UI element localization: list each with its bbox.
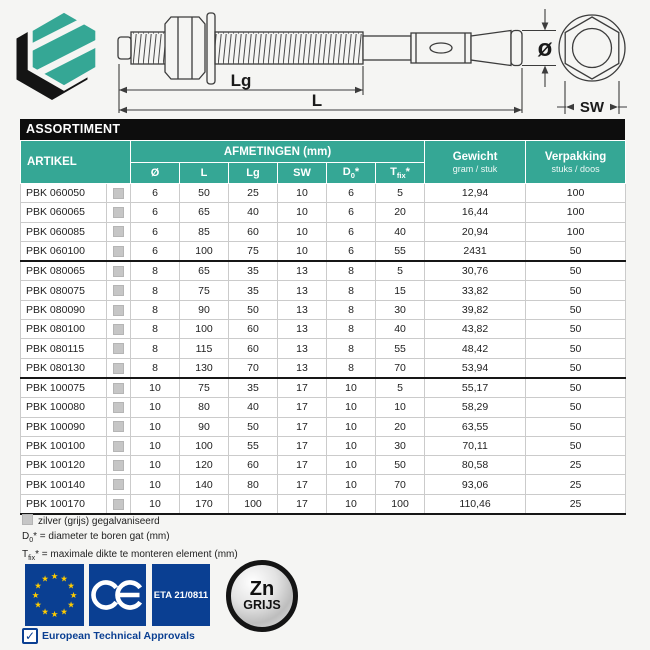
gewicht-cell: 33,82 xyxy=(425,281,526,300)
svg-text:★: ★ xyxy=(69,590,78,600)
sw-cell: 10 xyxy=(278,184,327,203)
eu-flag-badge xyxy=(25,564,84,626)
tfix-cell: 100 xyxy=(376,494,425,514)
galvanized-swatch xyxy=(113,266,124,277)
anchor-bolt-technical-drawing xyxy=(108,2,648,118)
sw-cell: 13 xyxy=(278,358,327,378)
verpakking-cell: 50 xyxy=(526,398,626,417)
galvanized-swatch xyxy=(113,226,124,237)
length-cell: 100 xyxy=(180,436,229,455)
tfix-cell: 5 xyxy=(376,261,425,281)
length-cell: 80 xyxy=(180,398,229,417)
thread-length-cell: 60 xyxy=(229,320,278,339)
artikel-cell: PBK 100080 xyxy=(21,398,107,417)
tfix-cell: 15 xyxy=(376,281,425,300)
diameter-cell: 8 xyxy=(131,300,180,319)
footnote-d0-symbol: D xyxy=(22,530,30,542)
diameter-cell: 8 xyxy=(131,261,180,281)
sw-cell: 17 xyxy=(278,398,327,417)
assortiment-rows xyxy=(21,184,626,515)
tfix-cell: 40 xyxy=(376,222,425,241)
nut-side-view xyxy=(165,17,205,79)
d0-cell: 10 xyxy=(327,398,376,417)
afmetingen-header: AFMETINGEN (mm) xyxy=(131,141,425,163)
thread-length-cell: 75 xyxy=(229,241,278,261)
eta-badge xyxy=(152,564,210,626)
galvanized-swatch-legend xyxy=(22,514,33,525)
artikel-cell: PBK 060100 xyxy=(21,241,107,261)
table-row xyxy=(21,184,626,203)
diameter-cell: 10 xyxy=(131,456,180,475)
d0-cell: 10 xyxy=(327,456,376,475)
d0-cell: 10 xyxy=(327,417,376,436)
gewicht-cell: 20,94 xyxy=(425,222,526,241)
length-cell: 65 xyxy=(180,261,229,281)
galvanized-swatch xyxy=(113,324,124,335)
gewicht-cell: 110,46 xyxy=(425,494,526,514)
grijs-label: GRIJS xyxy=(243,598,281,612)
artikel-cell: PBK 100075 xyxy=(21,378,107,398)
artikel-cell: PBK 080115 xyxy=(21,339,107,358)
gewicht-cell: 43,82 xyxy=(425,320,526,339)
sw-cell: 10 xyxy=(278,241,327,261)
label-l: L xyxy=(311,91,323,110)
bolt-tip xyxy=(118,37,131,59)
gewicht-label: Gewicht xyxy=(452,151,498,163)
verpakking-cell: 50 xyxy=(526,281,626,300)
cone-end xyxy=(471,31,511,66)
verpakking-label: Verpakking xyxy=(544,151,607,163)
galvanized-swatch-cell xyxy=(107,417,131,436)
table-row xyxy=(21,281,626,300)
verpakking-cell: 50 xyxy=(526,358,626,378)
sw-cell: 10 xyxy=(278,222,327,241)
length-cell: 90 xyxy=(180,417,229,436)
table-row xyxy=(21,475,626,494)
tfix-cell: 30 xyxy=(376,436,425,455)
diameter-cell: 10 xyxy=(131,417,180,436)
tfix-cell: 50 xyxy=(376,456,425,475)
sw-cell: 13 xyxy=(278,261,327,281)
table-row xyxy=(21,222,626,241)
gewicht-cell: 58,29 xyxy=(425,398,526,417)
svg-text:★: ★ xyxy=(67,599,75,610)
ce-mark-icon xyxy=(89,564,146,626)
table-row xyxy=(21,436,626,455)
tfix-cell: 30 xyxy=(376,300,425,319)
galvanized-swatch-cell xyxy=(107,261,131,281)
svg-text:★: ★ xyxy=(60,573,68,584)
verpakking-cell: 50 xyxy=(526,320,626,339)
diameter-cell: 8 xyxy=(131,339,180,358)
table-row xyxy=(21,203,626,222)
artikel-cell: PBK 100140 xyxy=(21,475,107,494)
verpakking-cell: 50 xyxy=(526,417,626,436)
sw-cell: 17 xyxy=(278,456,327,475)
svg-text:★: ★ xyxy=(60,606,68,617)
verpakking-cell: 100 xyxy=(526,184,626,203)
table-row xyxy=(21,300,626,319)
sw-cell: 17 xyxy=(278,417,327,436)
diameter-cell: 6 xyxy=(131,222,180,241)
footnote-d0-sub: 0 xyxy=(29,536,34,544)
hex-brand-logo xyxy=(8,4,108,104)
washer xyxy=(207,13,215,84)
dim-column-header: Ø xyxy=(131,163,180,184)
length-cell: 115 xyxy=(180,339,229,358)
artikel-cell: PBK 080130 xyxy=(21,358,107,378)
footnote-galvanized-text: zilver (grijs) gegalvaniseerd xyxy=(38,516,160,527)
d0-cell: 10 xyxy=(327,494,376,514)
table-row xyxy=(21,378,626,398)
dim-column-header: L xyxy=(180,163,229,184)
sw-cell: 17 xyxy=(278,378,327,398)
label-sw: SW xyxy=(579,99,605,116)
thread-length-cell: 40 xyxy=(229,203,278,222)
diameter-cell: 8 xyxy=(131,281,180,300)
sw-cell: 17 xyxy=(278,494,327,514)
galvanized-swatch-cell xyxy=(107,300,131,319)
sw-cell: 17 xyxy=(278,436,327,455)
d0-cell: 8 xyxy=(327,358,376,378)
d0-cell: 8 xyxy=(327,320,376,339)
d0-cell: 6 xyxy=(327,203,376,222)
thread-length-cell: 80 xyxy=(229,475,278,494)
galvanized-swatch xyxy=(113,479,124,490)
gewicht-header xyxy=(425,141,526,184)
artikel-header: ARTIKEL xyxy=(21,141,131,184)
tfix-cell: 5 xyxy=(376,378,425,398)
artikel-cell: PBK 080075 xyxy=(21,281,107,300)
verpakking-cell: 25 xyxy=(526,475,626,494)
artikel-cell: PBK 060050 xyxy=(21,184,107,203)
zn-label: Zn xyxy=(249,578,275,600)
galvanized-swatch xyxy=(113,363,124,374)
galvanized-swatch xyxy=(113,188,124,199)
expansion-clip xyxy=(411,33,471,63)
artikel-cell: PBK 060085 xyxy=(21,222,107,241)
verpakking-cell: 50 xyxy=(526,378,626,398)
verpakking-cell: 50 xyxy=(526,241,626,261)
verpakking-cell: 50 xyxy=(526,339,626,358)
table-row xyxy=(21,358,626,378)
svg-text:★: ★ xyxy=(31,590,40,600)
tfix-cell: 55 xyxy=(376,241,425,261)
table-row xyxy=(21,456,626,475)
diameter-cell: 10 xyxy=(131,378,180,398)
diameter-cell: 6 xyxy=(131,203,180,222)
artikel-cell: PBK 080090 xyxy=(21,300,107,319)
galvanized-swatch xyxy=(113,207,124,218)
footnote-tfix-sub: fix xyxy=(28,555,36,562)
eu-flag-icon xyxy=(25,564,84,626)
cone-cap xyxy=(511,31,522,66)
gewicht-cell: 12,94 xyxy=(425,184,526,203)
length-cell: 65 xyxy=(180,203,229,222)
verpakking-cell: 100 xyxy=(526,222,626,241)
tfix-cell: 10 xyxy=(376,398,425,417)
diameter-cell: 8 xyxy=(131,358,180,378)
artikel-cell: PBK 080100 xyxy=(21,320,107,339)
length-cell: 85 xyxy=(180,222,229,241)
sw-cell: 13 xyxy=(278,281,327,300)
thread-length-cell: 55 xyxy=(229,436,278,455)
d0-cell: 8 xyxy=(327,300,376,319)
d0-cell: 10 xyxy=(327,378,376,398)
verpakking-sublabel: stuks / doos xyxy=(551,164,600,174)
svg-text:★: ★ xyxy=(41,573,49,584)
table-title: ASSORTIMENT xyxy=(20,119,625,140)
gewicht-sublabel: gram / stuk xyxy=(452,164,498,174)
thread-length-cell: 50 xyxy=(229,300,278,319)
tfix-cell: 40 xyxy=(376,320,425,339)
galvanized-swatch-cell xyxy=(107,475,131,494)
gewicht-cell: 80,58 xyxy=(425,456,526,475)
assortiment-table xyxy=(20,140,626,515)
galvanized-swatch-cell xyxy=(107,398,131,417)
thread-length-cell: 50 xyxy=(229,417,278,436)
galvanized-swatch-cell xyxy=(107,281,131,300)
sw-cell: 10 xyxy=(278,203,327,222)
galvanized-swatch-cell xyxy=(107,184,131,203)
artikel-cell: PBK 080065 xyxy=(21,261,107,281)
galvanized-swatch-cell xyxy=(107,320,131,339)
artikel-cell: PBK 100100 xyxy=(21,436,107,455)
thread-length-cell: 35 xyxy=(229,261,278,281)
dim-column-header: $D_0*$ xyxy=(327,163,376,184)
length-cell: 120 xyxy=(180,456,229,475)
footnotes xyxy=(22,514,238,567)
galvanized-swatch xyxy=(113,343,124,354)
svg-text:★: ★ xyxy=(50,609,59,619)
galvanized-swatch-cell xyxy=(107,456,131,475)
verpakking-cell: 25 xyxy=(526,494,626,514)
galvanized-swatch-cell xyxy=(107,241,131,261)
galvanized-swatch-cell xyxy=(107,494,131,514)
diameter-cell: 10 xyxy=(131,436,180,455)
thread-length-cell: 100 xyxy=(229,494,278,514)
verpakking-cell: 50 xyxy=(526,300,626,319)
length-cell: 90 xyxy=(180,300,229,319)
galvanized-swatch-cell xyxy=(107,203,131,222)
table-row xyxy=(21,320,626,339)
length-cell: 170 xyxy=(180,494,229,514)
galvanized-swatch xyxy=(113,499,124,510)
diameter-cell: 10 xyxy=(131,494,180,514)
gewicht-cell: 70,11 xyxy=(425,436,526,455)
galvanized-swatch xyxy=(113,441,124,452)
thread-length-cell: 35 xyxy=(229,281,278,300)
tfix-cell: 70 xyxy=(376,475,425,494)
length-cell: 100 xyxy=(180,320,229,339)
d0-cell: 8 xyxy=(327,281,376,300)
zinc-grey-badge xyxy=(226,560,298,632)
sw-cell: 13 xyxy=(278,300,327,319)
svg-text:★: ★ xyxy=(34,599,42,610)
thread-length-cell: 60 xyxy=(229,339,278,358)
gewicht-cell: 93,06 xyxy=(425,475,526,494)
galvanized-swatch xyxy=(113,246,124,257)
length-cell: 75 xyxy=(180,378,229,398)
d0-cell: 6 xyxy=(327,184,376,203)
length-cell: 140 xyxy=(180,475,229,494)
label-lg: Lg xyxy=(230,71,252,90)
approvals-row xyxy=(22,628,195,644)
footnote-d0-text: * = diameter te boren gat (mm) xyxy=(33,530,170,542)
verpakking-cell: 50 xyxy=(526,436,626,455)
verpakking-cell: 50 xyxy=(526,261,626,281)
length-cell: 100 xyxy=(180,241,229,261)
svg-text:★: ★ xyxy=(34,580,42,591)
checkmark-icon: ✓ xyxy=(22,628,38,644)
galvanized-swatch xyxy=(113,421,124,432)
diameter-cell: 10 xyxy=(131,475,180,494)
bolt-end-view xyxy=(559,15,625,81)
sw-cell: 17 xyxy=(278,475,327,494)
svg-text:★: ★ xyxy=(41,606,49,617)
gewicht-cell: 48,42 xyxy=(425,339,526,358)
svg-text:★: ★ xyxy=(50,571,59,581)
dim-column-header: SW xyxy=(278,163,327,184)
diameter-cell: 8 xyxy=(131,320,180,339)
length-cell: 130 xyxy=(180,358,229,378)
thread-length-cell: 35 xyxy=(229,378,278,398)
footnote-tfix-symbol: T xyxy=(22,549,29,560)
galvanized-swatch xyxy=(113,402,124,413)
tfix-cell: 20 xyxy=(376,417,425,436)
length-cell: 75 xyxy=(180,281,229,300)
galvanized-swatch-cell xyxy=(107,358,131,378)
ce-mark-badge xyxy=(89,564,146,626)
table-row xyxy=(21,417,626,436)
verpakking-cell: 100 xyxy=(526,203,626,222)
verpakking-cell: 25 xyxy=(526,456,626,475)
artikel-cell: PBK 060065 xyxy=(21,203,107,222)
tfix-cell: 20 xyxy=(376,203,425,222)
gewicht-cell: 30,76 xyxy=(425,261,526,281)
footnote-tfix-text: * = maximale dikte te monteren element (mm) xyxy=(35,549,238,560)
d0-cell: 8 xyxy=(327,339,376,358)
gewicht-cell: 63,55 xyxy=(425,417,526,436)
gewicht-cell: 55,17 xyxy=(425,378,526,398)
diameter-cell: 6 xyxy=(131,184,180,203)
galvanized-swatch xyxy=(113,285,124,296)
verpakking-header xyxy=(526,141,626,184)
thread-length-cell: 60 xyxy=(229,456,278,475)
galvanized-swatch xyxy=(113,383,124,394)
artikel-cell: PBK 100090 xyxy=(21,417,107,436)
galvanized-swatch-cell xyxy=(107,222,131,241)
table-row xyxy=(21,261,626,281)
galvanized-swatch xyxy=(113,305,124,316)
galvanized-swatch-cell xyxy=(107,339,131,358)
table-row xyxy=(21,494,626,514)
thread-length-cell: 60 xyxy=(229,222,278,241)
table-row xyxy=(21,398,626,417)
footnote-galvanized xyxy=(22,514,238,530)
tfix-cell: 70 xyxy=(376,358,425,378)
dim-column-header: Lg xyxy=(229,163,278,184)
d0-cell: 6 xyxy=(327,241,376,261)
gewicht-cell: 2431 xyxy=(425,241,526,261)
table-header xyxy=(21,141,626,184)
thread-length-cell: 25 xyxy=(229,184,278,203)
diameter-cell: 10 xyxy=(131,398,180,417)
thread-length-cell: 40 xyxy=(229,398,278,417)
galvanized-swatch-cell xyxy=(107,378,131,398)
galvanized-swatch xyxy=(113,460,124,471)
gewicht-cell: 16,44 xyxy=(425,203,526,222)
gewicht-cell: 53,94 xyxy=(425,358,526,378)
thread-section-a xyxy=(131,32,167,64)
footnote-d0 xyxy=(22,530,238,549)
approvals-label: European Technical Approvals xyxy=(42,630,195,642)
d0-cell: 10 xyxy=(327,436,376,455)
d0-cell: 6 xyxy=(327,222,376,241)
sw-cell: 13 xyxy=(278,320,327,339)
eta-label: ETA 21/0811 xyxy=(153,589,209,601)
plain-shaft xyxy=(363,36,411,60)
label-diameter: ø xyxy=(537,35,553,62)
tfix-cell: 5 xyxy=(376,184,425,203)
thread-section-b xyxy=(215,32,363,64)
assortiment-section xyxy=(20,119,625,515)
d0-cell: 8 xyxy=(327,261,376,281)
tfix-cell: 55 xyxy=(376,339,425,358)
d0-cell: 10 xyxy=(327,475,376,494)
svg-text:★: ★ xyxy=(67,580,75,591)
gewicht-cell: 39,82 xyxy=(425,300,526,319)
table-row xyxy=(21,339,626,358)
dim-column-header: $T_{fix}*$ xyxy=(376,163,425,184)
diameter-cell: 6 xyxy=(131,241,180,261)
sw-cell: 13 xyxy=(278,339,327,358)
artikel-cell: PBK 100170 xyxy=(21,494,107,514)
artikel-cell: PBK 100120 xyxy=(21,456,107,475)
table-row xyxy=(21,241,626,261)
thread-length-cell: 70 xyxy=(229,358,278,378)
galvanized-swatch-cell xyxy=(107,436,131,455)
length-cell: 50 xyxy=(180,184,229,203)
